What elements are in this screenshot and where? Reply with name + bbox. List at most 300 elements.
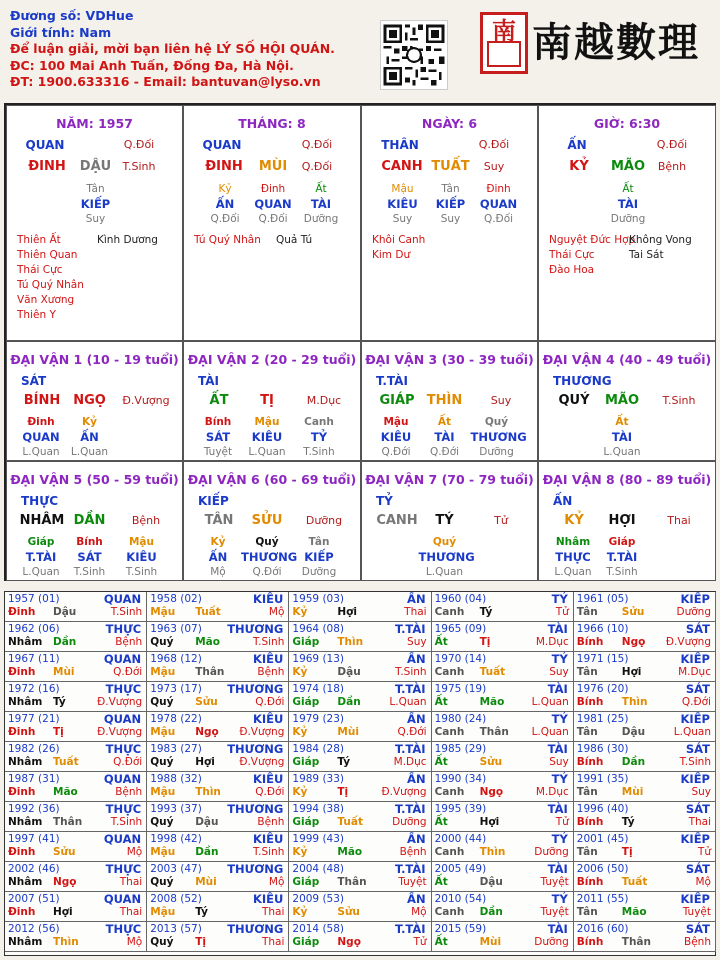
dv-hidden-god: TÀI (434, 430, 455, 444)
year-chi: Ngọ (53, 876, 77, 888)
year-god: TÀI (547, 622, 568, 636)
year-cell (147, 742, 289, 772)
year-row (435, 756, 569, 770)
year-cell (289, 772, 431, 802)
year-god: THỰC (105, 862, 142, 876)
hidden-stem: Ất (315, 183, 327, 195)
year-stage: L.Quan (531, 726, 569, 738)
dai-van-god: KIẾP (198, 494, 229, 508)
year-label: 2004 (48) (292, 863, 345, 875)
year-cell (147, 652, 289, 682)
dai-van-cell (6, 341, 183, 461)
address-line: ĐC: 100 Mai Anh Tuấn, Đống Đa, Hà Nội. (10, 57, 294, 73)
dai-van-cell (538, 341, 716, 461)
year-cell (5, 742, 147, 772)
year-can: Kỷ (292, 906, 308, 918)
hidden-stage: Suy (392, 213, 413, 225)
pillar-god: THÂN (381, 138, 419, 152)
year-can: Nhâm (8, 696, 43, 708)
year-can: Tân (576, 726, 598, 738)
year-row (8, 636, 142, 650)
dai-van-chi: SỬU (251, 513, 283, 528)
pillar-god-stage: Q.Đối (656, 138, 688, 151)
year-can: Quý (150, 936, 174, 948)
dai-van-cell (361, 461, 538, 581)
year-chi: Hợi (195, 756, 215, 768)
year-can: Canh (434, 606, 465, 618)
year-god: THƯƠNG (227, 742, 284, 756)
dai-van-can: TÂN (204, 513, 234, 528)
year-stage: Tử (555, 606, 569, 618)
year-label: 1957 (01) (8, 593, 60, 605)
year-cell (5, 652, 147, 682)
pillar-god-stage: Q.Đối (123, 138, 155, 151)
year-cell (147, 892, 289, 922)
year-label: 1975 (19) (434, 683, 487, 695)
pillar-chi: MÙI (258, 159, 288, 174)
dv-hidden-stem: Ất (437, 416, 452, 428)
year-can: Bính (576, 696, 604, 708)
year-chi: Ngọ (195, 726, 219, 738)
dv-hidden-stage: Q.Đới (381, 446, 411, 458)
year-label: 1968 (12) (150, 653, 202, 665)
year-cell (5, 892, 147, 922)
year-god: QUAN (103, 772, 142, 786)
dai-van-chi: TÝ (435, 513, 454, 528)
dv-hidden-stage: L.Quan (425, 566, 464, 578)
dv-hidden-stage: L.Quan (22, 446, 60, 458)
year-label: 1964 (08) (292, 623, 345, 635)
year-label: 1979 (23) (292, 713, 345, 725)
pillar-god-stage: Q.Đối (478, 138, 510, 151)
year-label: 1960 (04) (434, 593, 487, 605)
year-row (150, 726, 284, 740)
year-label: 1991 (35) (576, 773, 629, 785)
dv-hidden-stage: Mộ (210, 566, 226, 578)
year-god: QUAN (103, 892, 142, 906)
year-can: Giáp (292, 816, 320, 828)
year-can: Nhâm (8, 816, 43, 828)
year-row (150, 636, 284, 650)
year-label: 2000 (44) (434, 833, 487, 845)
hidden-stem: Tân (441, 183, 460, 195)
owner-name: Đương số: VDHue (10, 8, 134, 23)
dv-hidden-stem: Canh (304, 416, 334, 428)
dai-van-cell (183, 341, 361, 461)
year-stage: L.Quan (531, 696, 569, 708)
dv-hidden-stem: Kỷ (210, 536, 226, 548)
year-stage: Mộ (268, 876, 285, 888)
pillar-can: KỶ (569, 159, 589, 174)
year-can: Quý (150, 816, 174, 828)
year-chi: Thân (337, 876, 367, 888)
year-can: Kỷ (292, 846, 308, 858)
year-stage: Đ.Vượng (97, 726, 143, 738)
dv-hidden-stage: Q.Đới (429, 446, 460, 458)
year-label: 2002 (46) (8, 863, 60, 875)
year-chi: Dậu (337, 666, 361, 678)
star-left: Tú Quý Nhân (194, 234, 261, 246)
pillar-chi: MÃO (610, 159, 646, 174)
dai-van-chi: TỊ (260, 393, 274, 408)
phone-email-line: ĐT: 1900.633316 - Email: bantuvan@lyso.vn (10, 74, 321, 89)
year-cell (574, 832, 716, 862)
year-row (8, 846, 142, 860)
year-label: 1985 (29) (434, 743, 487, 755)
year-god: QUAN (103, 652, 142, 666)
year-row (8, 816, 142, 830)
year-can: Nhâm (8, 756, 43, 768)
year-stage: T.Sinh (395, 666, 427, 678)
pillar-god: ẤN (567, 138, 587, 152)
year-can: Quý (150, 756, 174, 768)
year-cell (289, 802, 431, 832)
year-cell (432, 892, 574, 922)
year-can: Ất (434, 696, 448, 708)
year-chi: Sửu (621, 606, 645, 618)
hidden-stem: Ất (622, 183, 634, 195)
year-row (577, 906, 711, 920)
year-cell (289, 592, 431, 622)
year-cell (574, 772, 716, 802)
year-chi: Tị (621, 846, 633, 858)
hidden-god: TÀI (617, 197, 639, 211)
dv-hidden-stem: Tân (308, 536, 330, 548)
dai-van-stage: Thai (667, 514, 691, 527)
year-god: SÁT (685, 922, 710, 936)
dv-hidden-stage: T.Sinh (606, 566, 638, 578)
year-god: T.TÀI (394, 922, 426, 936)
year-can: Mậu (150, 666, 176, 678)
year-row (435, 696, 569, 710)
year-stage: Thai (688, 816, 711, 828)
dai-van-god: TỶ (376, 494, 393, 508)
year-chi: Tuất (337, 816, 363, 828)
year-cell (574, 802, 716, 832)
year-row (435, 936, 569, 950)
hidden-stem: Đinh (260, 183, 286, 195)
year-row (435, 876, 569, 890)
pillar-title: NĂM: 1957 (56, 116, 133, 131)
year-god: TÀI (547, 802, 568, 816)
year-cell (432, 742, 574, 772)
year-label: 2008 (52) (150, 893, 202, 905)
year-label: 1998 (42) (150, 833, 202, 845)
year-cell (147, 802, 289, 832)
year-chi: Thân (195, 666, 225, 678)
pillar-stage: Bệnh (657, 160, 687, 173)
year-label: 1976 (20) (576, 683, 629, 695)
pillar-chi: TUẤT (431, 159, 470, 174)
year-row (150, 786, 284, 800)
dai-van-can: ẤT (209, 393, 229, 408)
year-stage: M.Dục (678, 666, 711, 678)
year-chi: Dần (479, 906, 503, 918)
year-stage: Bệnh (684, 936, 711, 948)
star-right: Kình Dương (97, 234, 158, 246)
star-left: Tú Quý Nhân (17, 279, 84, 291)
year-cell (574, 592, 716, 622)
hidden-stage: Q.Đối (258, 213, 288, 225)
year-chi: Tý (621, 816, 635, 828)
year-row (577, 786, 711, 800)
year-row (577, 636, 711, 650)
year-can: Mậu (150, 846, 176, 858)
dai-van-title: ĐẠI VẬN 2 (20 - 29 tuổi) (187, 352, 357, 367)
year-chi: Thân (479, 726, 509, 738)
year-stage: Dưỡng (534, 846, 569, 858)
year-label: 1984 (28) (292, 743, 345, 755)
year-cell (5, 682, 147, 712)
dai-van-can: BÍNH (23, 393, 61, 408)
year-god: KIÊU (252, 772, 284, 786)
year-stage: Thai (119, 906, 143, 918)
dv-hidden-stem: Mậu (254, 416, 280, 428)
year-cell (432, 772, 574, 802)
year-cell (574, 862, 716, 892)
year-chi: Sửu (479, 756, 503, 768)
year-chi: Mùi (195, 876, 217, 888)
year-label: 2003 (47) (150, 863, 202, 875)
dv-hidden-god: SÁT (205, 430, 231, 444)
year-can: Quý (150, 876, 174, 888)
dv-hidden-stage: T.Sinh (303, 446, 335, 458)
year-row (577, 816, 711, 830)
year-row (292, 606, 426, 620)
year-chi: Hợi (479, 816, 500, 828)
year-stage: Thai (119, 876, 143, 888)
year-chi: Tị (195, 936, 206, 948)
year-chi: Mão (195, 636, 220, 648)
year-cell (432, 832, 574, 862)
year-label: 1982 (26) (8, 743, 60, 755)
year-table (4, 591, 716, 956)
dai-van-chi: MÃO (604, 393, 640, 408)
year-cell (432, 652, 574, 682)
year-cell (5, 772, 147, 802)
dai-van-stage: Tử (494, 514, 508, 527)
year-chi: Dần (621, 756, 646, 768)
year-god: ẤN (407, 652, 426, 666)
year-label: 1995 (39) (434, 803, 487, 815)
year-god: TỶ (551, 712, 568, 726)
pillar-cell (361, 105, 538, 341)
year-chi: Thìn (621, 696, 648, 708)
year-cell (5, 922, 147, 952)
year-label: 2012 (56) (8, 923, 60, 935)
year-cell (289, 712, 431, 742)
year-can: Quý (150, 636, 174, 648)
dv-hidden-god: QUAN (22, 430, 60, 444)
year-stage: Bệnh (115, 636, 143, 648)
year-stage: Thai (261, 906, 285, 918)
year-label: 1962 (06) (8, 623, 60, 635)
year-stage: L.Quan (673, 726, 711, 738)
year-god: ẤN (407, 592, 426, 606)
year-row (8, 936, 142, 950)
year-row (150, 936, 284, 950)
dai-van-can: QUÝ (558, 393, 590, 408)
year-stage: Thai (261, 936, 285, 948)
year-cell (5, 712, 147, 742)
year-row (577, 756, 711, 770)
year-row (435, 786, 569, 800)
year-row (150, 876, 284, 890)
year-can: Canh (434, 906, 465, 918)
year-cell (5, 802, 147, 832)
year-chi: Dậu (195, 816, 219, 828)
year-chi: Thìn (195, 786, 221, 798)
dai-van-stage: Suy (490, 394, 512, 407)
year-label: 1980 (24) (434, 713, 487, 725)
year-god: QUAN (103, 832, 142, 846)
hidden-stage: Dưỡng (610, 213, 646, 225)
year-label: 2010 (54) (434, 893, 487, 905)
year-row (292, 696, 426, 710)
year-god: KIÊU (252, 652, 284, 666)
year-can: Đinh (8, 846, 36, 858)
year-stage: Q.Đới (255, 786, 285, 798)
year-can: Ất (434, 876, 448, 888)
year-chi: Dần (195, 846, 219, 858)
year-god: SÁT (685, 742, 710, 756)
year-row (292, 726, 426, 740)
dv-hidden-stage: L.Quan (248, 446, 286, 458)
year-cell (5, 622, 147, 652)
tutru-grid (4, 103, 716, 581)
dai-van-title: ĐẠI VẬN 1 (10 - 19 tuổi) (10, 352, 179, 367)
year-chi: Tị (479, 636, 491, 648)
year-chi: Sửu (195, 696, 218, 708)
hidden-stem: Đinh (486, 183, 511, 195)
year-can: Nhâm (8, 936, 43, 948)
year-cell (432, 592, 574, 622)
dai-van-title: ĐẠI VẬN 8 (80 - 89 tuổi) (542, 472, 712, 487)
star-right: Quả Tú (276, 234, 313, 246)
dai-van-god: ẤN (553, 494, 573, 508)
pillar-title: NGÀY: 6 (421, 116, 478, 131)
year-row (292, 906, 426, 920)
year-god: QUAN (103, 592, 142, 606)
star-left: Kim Dư (372, 249, 411, 261)
dai-van-god: TÀI (198, 374, 220, 388)
year-row (150, 846, 284, 860)
year-god: TỶ (551, 592, 568, 606)
dv-hidden-stem: Đinh (27, 416, 55, 428)
year-chi: Mùi (621, 786, 644, 798)
year-can: Mậu (150, 726, 176, 738)
year-row (8, 696, 142, 710)
pillar-cell (6, 105, 183, 341)
dai-van-title: ĐẠI VẬN 7 (70 - 79 tuổi) (365, 472, 534, 487)
year-god: KIẾP (680, 832, 710, 846)
year-stage: T.Sinh (110, 816, 143, 828)
year-cell (289, 742, 431, 772)
year-cell (574, 742, 716, 772)
dv-hidden-god: ẤN (208, 550, 228, 564)
year-row (8, 756, 142, 770)
star-left: Khôi Canh (372, 234, 426, 246)
year-stage: T.Sinh (110, 606, 143, 618)
year-god: ẤN (407, 712, 426, 726)
year-cell (574, 892, 716, 922)
dv-hidden-stage: L.Quan (554, 566, 592, 578)
year-can: Ất (434, 816, 448, 828)
year-stage: L.Quan (389, 696, 427, 708)
year-stage: Thai (404, 606, 427, 618)
year-can: Quý (150, 696, 174, 708)
dai-van-title: ĐẠI VẬN 3 (30 - 39 tuổi) (365, 352, 534, 367)
year-can: Canh (434, 786, 465, 798)
dv-hidden-stage: Tuyệt (203, 446, 233, 458)
dv-hidden-god: THỰC (555, 550, 591, 564)
hidden-god: QUAN (254, 197, 292, 211)
year-cell (147, 682, 289, 712)
year-stage: M.Dục (535, 786, 569, 798)
year-god: THỰC (105, 802, 142, 816)
year-chi: Mão (479, 696, 505, 708)
year-row (8, 876, 142, 890)
year-stage: M.Dục (535, 636, 569, 648)
dv-hidden-stage: L.Quan (22, 566, 60, 578)
year-god: SÁT (685, 682, 710, 696)
year-can: Tân (576, 606, 598, 618)
pillar-cell (538, 105, 716, 341)
dv-hidden-god: KIÊU (126, 550, 157, 564)
year-stage: Dưỡng (392, 816, 427, 828)
year-chi: Ngọ (621, 636, 646, 648)
year-row (292, 846, 426, 860)
year-stage: Bệnh (115, 786, 143, 798)
year-god: THƯƠNG (227, 802, 284, 816)
year-can: Kỷ (292, 726, 308, 738)
year-cell (289, 682, 431, 712)
dv-hidden-stage: L.Quan (70, 446, 109, 458)
year-can: Canh (434, 726, 465, 738)
year-row (150, 696, 284, 710)
dai-van-god: SÁT (21, 374, 47, 388)
hidden-stem: Tân (86, 183, 105, 195)
dai-van-can: GIÁP (379, 393, 415, 408)
year-cell (574, 922, 716, 952)
year-can: Kỷ (292, 606, 308, 618)
year-god: THỰC (105, 742, 142, 756)
year-chi: Thìn (337, 636, 364, 648)
year-chi: Hợi (621, 666, 642, 678)
year-can: Tân (576, 846, 598, 858)
year-god: KIẾP (680, 712, 710, 726)
year-row (435, 726, 569, 740)
year-god: THƯƠNG (227, 622, 284, 636)
year-god: TỶ (551, 652, 568, 666)
hidden-stem: Mậu (391, 183, 414, 195)
hidden-stage: Q.Đối (210, 213, 240, 225)
year-row (8, 726, 142, 740)
dai-van-cell (538, 461, 716, 581)
year-can: Nhâm (8, 636, 43, 648)
year-label: 1973 (17) (150, 683, 202, 695)
year-cell (574, 682, 716, 712)
dai-van-stage: T.Sinh (662, 394, 696, 407)
year-label: 1974 (18) (292, 683, 345, 695)
year-can: Ất (434, 636, 448, 648)
year-cell (574, 652, 716, 682)
year-can: Canh (434, 846, 465, 858)
dv-hidden-stem: Mậu (383, 416, 409, 428)
year-can: Giáp (292, 636, 320, 648)
year-row (292, 936, 426, 950)
year-god: T.TÀI (394, 802, 426, 816)
